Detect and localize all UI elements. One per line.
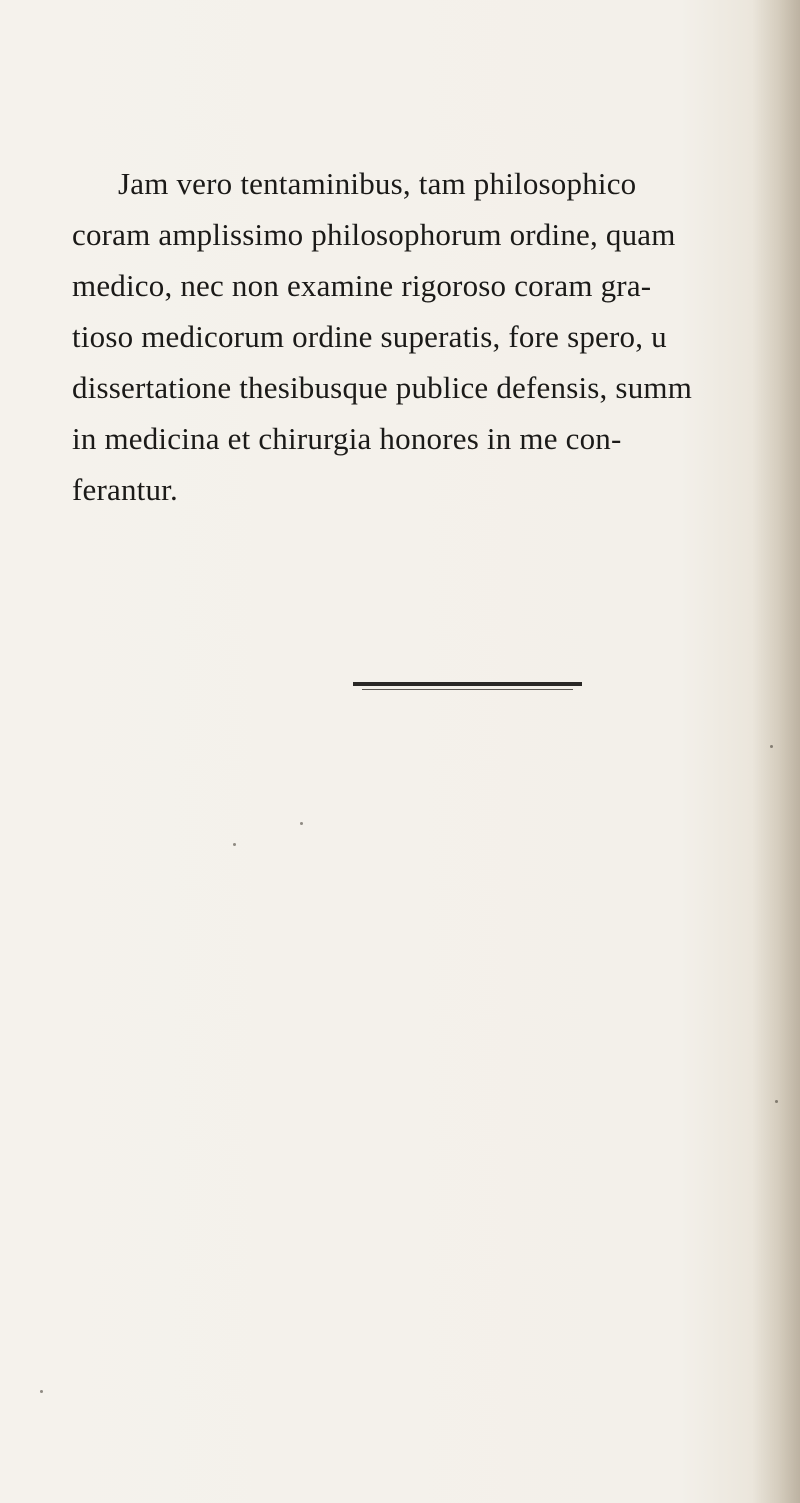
text-line-5: dissertatione thesibusque publice defensis, summ <box>72 370 693 405</box>
text-line-3: medico, nec non examine rigoroso coram gra- <box>72 268 652 303</box>
text-line-6: in medicina et chirurgia honores in me con- <box>72 421 622 456</box>
decorative-rule-thin <box>362 689 573 690</box>
text-line-2: coram amplissimo philosophorum ordine, quam <box>72 217 676 252</box>
text-line-7: ferantur. <box>72 472 178 507</box>
body-paragraph <box>72 158 784 515</box>
paper-speck <box>40 1390 43 1393</box>
decorative-rule <box>353 682 582 686</box>
text-line-4: tioso medicorum ordine superatis, fore spero, u <box>72 319 667 354</box>
text-line-1: Jam vero tentaminibus, tam philosophico <box>118 166 637 201</box>
paper-speck <box>300 822 303 825</box>
paper-speck <box>775 1100 778 1103</box>
paper-speck <box>233 843 236 846</box>
paper-speck <box>770 745 773 748</box>
